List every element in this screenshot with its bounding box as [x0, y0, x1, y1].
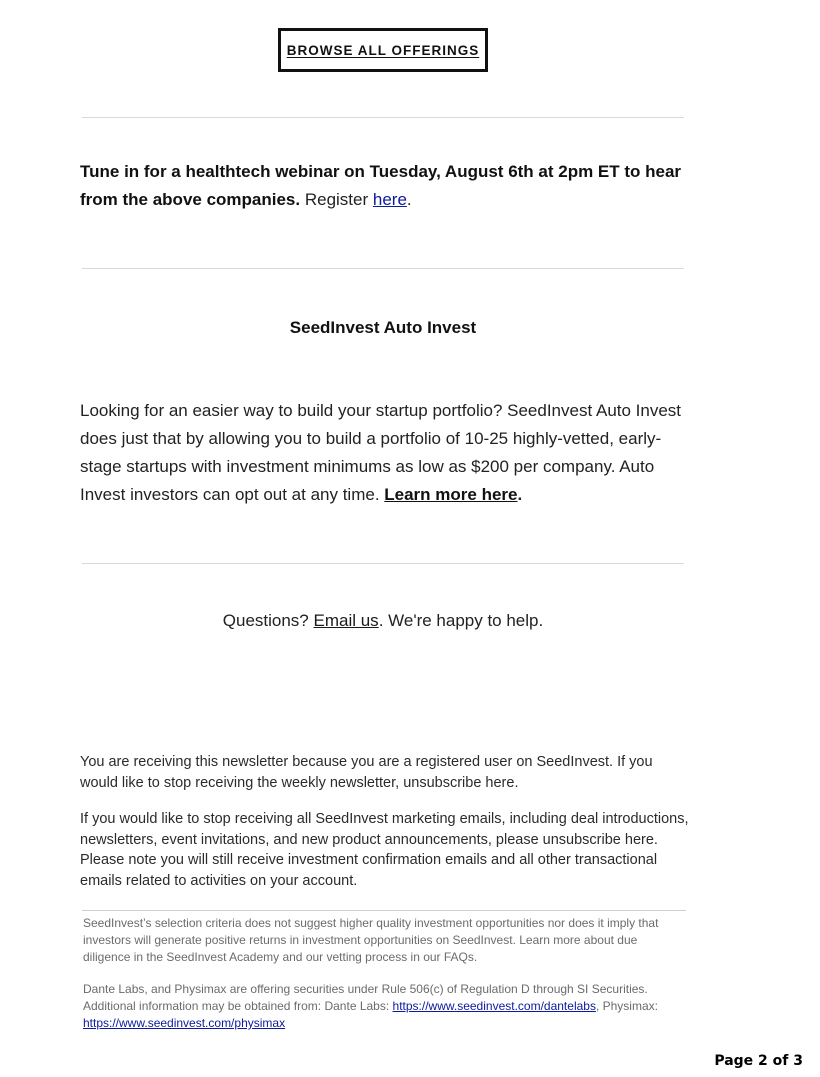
selection-criteria-disclaimer: SeedInvest’s selection criteria does not suggest higher quality investment opportunities nor does it imply that investors will generate positive returns in investment opportunities on SeedInvest. Learn more about due diligence in the SeedInvest Academy and our vetting process in our FAQs.	[83, 916, 659, 964]
offering-middle: , Physimax:	[595, 999, 658, 1013]
register-here-link[interactable]: here	[372, 190, 407, 209]
auto-invest-description	[80, 397, 692, 509]
register-prefix: Register	[300, 190, 373, 209]
page-number: Page 2 of 3	[714, 1053, 803, 1069]
newsletter-notice	[80, 752, 690, 793]
auto-invest-body: Looking for an easier way to build your startup portfolio? SeedInvest Auto Invest does just that by allowing you to build a portfolio of 10-25 highly-vetted, early-stage startups with investment minimums as low as $200 per company. Auto Invest investors can opt out at any time.	[80, 401, 682, 504]
marketing-notice	[80, 809, 690, 891]
physimax-link[interactable]: https://www.seedinvest.com/physimax	[83, 1016, 286, 1030]
webinar-announcement	[80, 158, 690, 214]
newsletter-suffix: .	[514, 774, 519, 791]
learn-more-link[interactable]: Learn more here	[384, 485, 518, 504]
questions-line	[82, 611, 684, 631]
learn-more-suffix: .	[517, 485, 523, 504]
divider	[82, 117, 684, 118]
divider	[82, 910, 686, 911]
register-suffix: .	[406, 190, 412, 209]
marketing-suffix: . Please note you will still receive investment confirmation emails and all other transactional emails related to activities on your account.	[80, 831, 658, 889]
divider	[82, 268, 684, 269]
browse-all-offerings-button[interactable]	[278, 28, 488, 72]
offering-prefix: Dante Labs, and Physimax are offering securities under Rule 506(c) of Regulation D through SI Securities. Additional information may be obtained from: Dante Labs:	[83, 982, 648, 1013]
email-us-link[interactable]: Email us	[313, 611, 379, 630]
newsletter-prefix: You are receiving this newsletter because you are a registered user on SeedInvest. If you would like to stop receiving the weekly newsletter,	[80, 754, 653, 791]
dante-labs-link[interactable]: https://www.seedinvest.com/dantelabs	[392, 999, 596, 1013]
browse-all-offerings-label: BROWSE ALL OFFERINGS	[286, 42, 480, 58]
auto-invest-title: SeedInvest Auto Invest	[289, 318, 477, 337]
webinar-bold-text: Tune in for a healthtech webinar on Tuesday, August 6th at 2pm ET to hear from the above companies.	[80, 162, 682, 209]
questions-prefix: Questions?	[222, 611, 314, 630]
unsubscribe-marketing-link[interactable]: unsubscribe here	[542, 831, 654, 848]
questions-suffix: . We're happy to help.	[378, 611, 544, 630]
offering-disclaimer	[83, 981, 683, 1032]
marketing-prefix: If you would like to stop receiving all SeedInvest marketing emails, including deal introductions, newsletters, event invitations, and new product announcements, please	[80, 811, 689, 848]
divider	[82, 563, 684, 564]
unsubscribe-newsletter-link[interactable]: unsubscribe here	[403, 774, 515, 791]
